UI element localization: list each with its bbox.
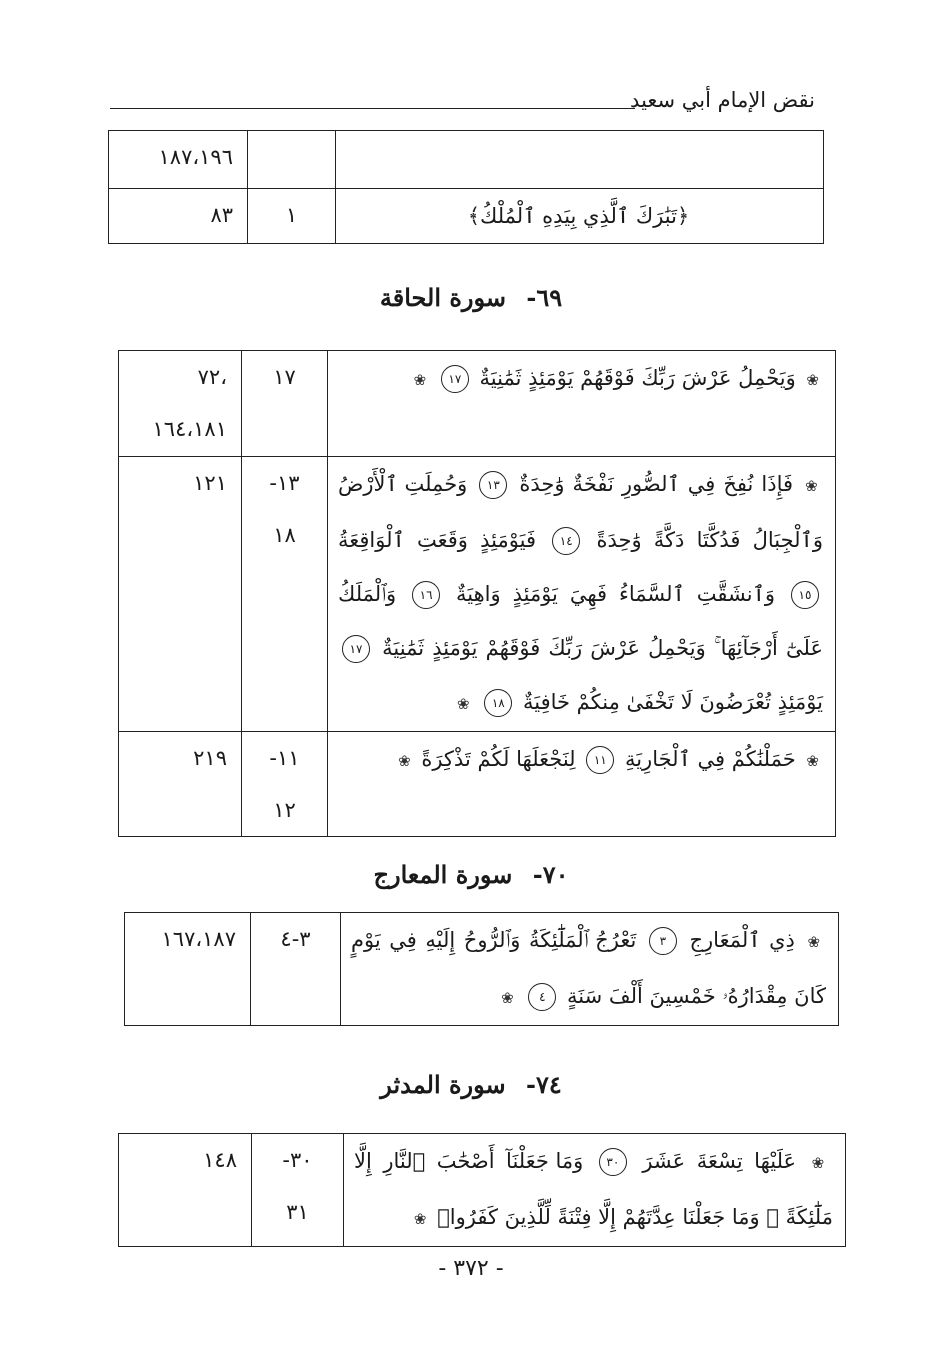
verse-cell [328, 732, 836, 837]
verse-text: ﴿تَبَٰرَكَ ٱلَّذِي بِيَدِهِ ٱلْمُلْكُ﴾ [467, 204, 690, 228]
verse-text: فَإِذَا نُفِخَ فِي ٱلصُّورِ نَفْخَةٌ وَٰحِدَةٌ [519, 472, 794, 496]
table-row [119, 732, 836, 837]
ayah-end-marker: ١٨ [484, 689, 512, 717]
ayah-end-marker: ١١ [586, 746, 614, 774]
ayah-number-cell: ١ [248, 189, 336, 244]
verse-text: عَلَيْهَا تِسْعَةَ عَشَرَ [642, 1149, 797, 1173]
verse-text: وَٱلْمَلَكُ عَلَىٰٓ أَرْجَآئِهَا ۚ وَيَحْمِلُ عَرْشَ رَبِّكَ فَوْقَهُمْ يَوْمَئِذٍ ثَمَٰنِيَةٌ [338, 582, 823, 660]
page-refs-cell: ١٦٧،١٨٧ [125, 913, 251, 1026]
flower-ornament-icon: ❀ [806, 371, 819, 389]
table-row [119, 1134, 846, 1247]
ayah-end-marker: ١٧ [441, 365, 469, 393]
verse-cell [344, 1134, 846, 1247]
verse-cell [328, 457, 836, 732]
verse-text: لِنَجْعَلَهَا لَكُمْ تَذْكِرَةً [421, 747, 576, 771]
running-header [110, 88, 815, 128]
verse-text: حَمَلْنَٰكُمْ فِي ٱلْجَارِيَةِ [624, 747, 796, 771]
surah-name: سورة المعارج [373, 860, 513, 889]
flower-ornament-icon: ❀ [413, 371, 427, 389]
surah-number: ٧٠- [532, 860, 569, 889]
flower-ornament-icon: ❀ [807, 933, 822, 951]
verse-text: ذِي ٱلْمَعَارِجِ [689, 928, 795, 952]
table-row [119, 457, 836, 732]
ayah-number-cell: ١١- ١٢ [242, 732, 328, 837]
header-rule [110, 108, 635, 109]
verse-cell [328, 351, 836, 457]
ayah-end-marker: ٣٠ [599, 1148, 627, 1176]
page-refs-cell: ٨٣ [109, 189, 248, 244]
page-refs-cell: ١٤٨ [119, 1134, 252, 1247]
ayah-end-marker: ١٦ [412, 581, 440, 609]
verse-text: وَمَا جَعَلْنَآ أَصْحَٰبَ ٱلنَّارِ إِلَّا مَلَٰٓئِكَةً ۙ وَمَا جَعَلْنَا عِدَّتَهُمْ إِلَّا فِتْنَةً لِّلَّذِينَ كَفَرُوا۟ [354, 1149, 833, 1229]
ayah-end-marker: ٤ [528, 983, 556, 1011]
page-refs-cell: ،٧٢ ١٦٤،١٨١ [119, 351, 242, 457]
surah-number: ٦٩- [526, 283, 563, 312]
ayah-number-cell [248, 131, 336, 189]
verse-cell [336, 131, 824, 189]
table-surah-70 [124, 912, 839, 1026]
page-refs-cell: ٢١٩ [119, 732, 242, 837]
surah-name: سورة المدثر [380, 1070, 506, 1099]
surah-number: ٧٤- [526, 1070, 562, 1099]
page-refs-cell: ١٨٧،١٩٦ [109, 131, 248, 189]
table-surah-69 [118, 350, 836, 837]
flower-ornament-icon: ❀ [805, 477, 819, 495]
flower-ornament-icon: ❀ [806, 752, 819, 770]
ayah-end-marker: ١٥ [791, 581, 819, 609]
surah-heading-69 [0, 283, 942, 312]
table-top [108, 130, 824, 244]
ayah-number-cell: ٣٠- ٣١ [252, 1134, 344, 1247]
table-row [125, 913, 839, 1026]
page-number: - ٣٧٢ - [438, 1256, 504, 1281]
verse-text: وَٱنشَقَّتِ ٱلسَّمَاءُ فَهِيَ يَوْمَئِذٍ وَاهِيَةٌ [456, 582, 776, 606]
flower-ornament-icon: ❀ [811, 1154, 829, 1172]
verse-text: فَيَوْمَئِذٍ وَقَعَتِ ٱلْوَاقِعَةُ [338, 528, 536, 552]
surah-heading-74 [0, 1070, 942, 1099]
ayah-end-marker: ١٤ [552, 527, 580, 555]
verse-text: وَحُمِلَتِ ٱلْأَرْضُ وَٱلْجِبَالُ فَدُكَّتَا دَكَّةً وَٰحِدَةً [338, 472, 823, 552]
table-row [109, 189, 824, 244]
page-refs-cell: ١٢١ [119, 457, 242, 732]
table-surah-74 [118, 1133, 846, 1247]
verse-cell [336, 189, 824, 244]
flower-ornament-icon: ❀ [413, 1210, 427, 1228]
ayah-number-cell: ١٣- ١٨ [242, 457, 328, 732]
running-header-title: نقض الإمام أبي سعيد [630, 88, 815, 112]
ayah-number-cell: ٣-٤ [251, 913, 341, 1026]
ayah-end-marker: ١٣ [479, 471, 507, 499]
ayah-end-marker: ١٧ [342, 635, 370, 663]
table-row [119, 351, 836, 457]
verse-cell [341, 913, 839, 1026]
ayah-number-cell: ١٧ [242, 351, 328, 457]
surah-name: سورة الحاقة [379, 283, 507, 312]
flower-ornament-icon: ❀ [501, 989, 514, 1007]
verse-text: يَوْمَئِذٍ تُعْرَضُونَ لَا تَخْفَىٰ مِنكُمْ خَافِيَةٌ [522, 690, 823, 714]
verse-text: تَعْرُجُ ٱلْمَلَٰٓئِكَةُ وَٱلرُّوحُ إِلَيْهِ فِي يَوْمٍ كَانَ مِقْدَارُهُۥ خَمْسِينَ أَلْفَ سَنَةٍ [351, 928, 826, 1008]
verse-text: وَيَحْمِلُ عَرْشَ رَبِّكَ فَوْقَهُمْ يَوْمَئِذٍ ثَمَٰنِيَةٌ [479, 366, 796, 390]
table-row [109, 131, 824, 189]
flower-ornament-icon: ❀ [398, 752, 411, 770]
ayah-end-marker: ٣ [649, 927, 677, 955]
surah-heading-70 [0, 860, 942, 889]
flower-ornament-icon: ❀ [457, 695, 470, 713]
